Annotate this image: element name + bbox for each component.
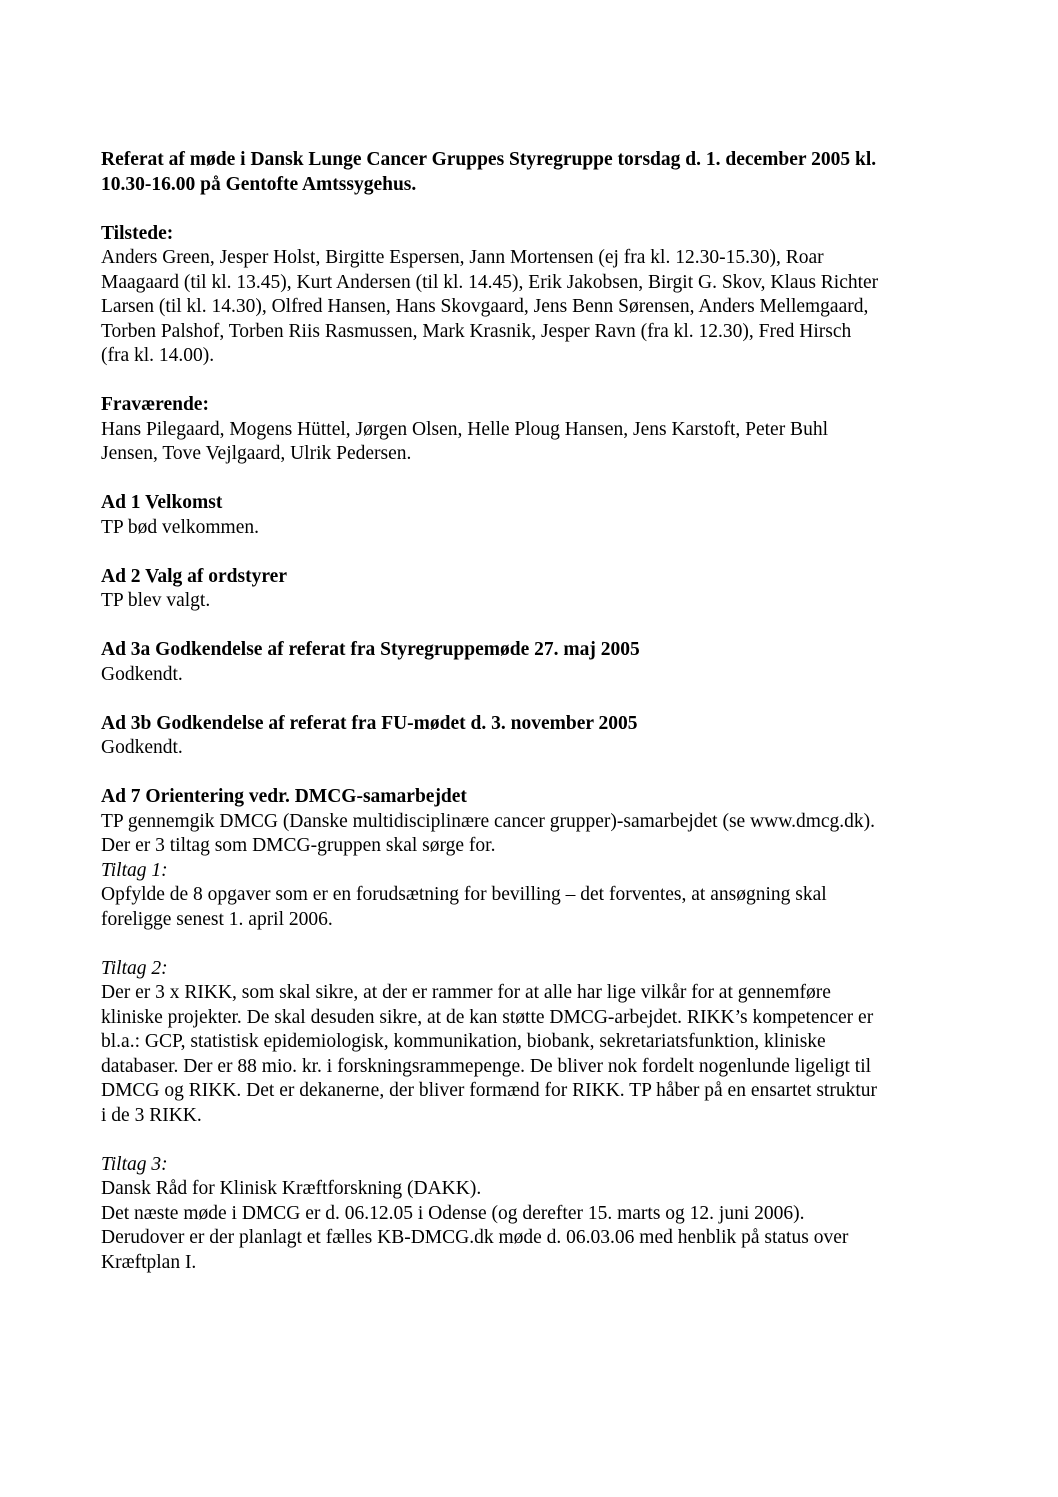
text-line: Hans Pilegaard, Mogens Hüttel, Jørgen Olsen, Helle Ploug Hansen, Jens Karstoft, Peter Buhl — [101, 418, 828, 440]
section-absent — [101, 393, 981, 467]
text-line: Larsen (til kl. 14.30), Olfred Hansen, Hans Skovgaard, Jens Benn Sørensen, Anders Mellemgaard, — [101, 296, 869, 317]
text-line: Anders Green, Jesper Holst, Birgitte Espersen, Jann Mortensen (ej fra kl. 12.30-15.30), Roar — [101, 247, 824, 268]
section-present — [101, 222, 981, 369]
text-line: Det næste møde i DMCG er d. 06.12.05 i Odense (og derefter 15. marts og 12. juni 2006). — [101, 1202, 805, 1224]
text-line: Godkendt. — [101, 663, 183, 685]
text-line: Dansk Råd for Klinisk Kræftforskning (DAKK). — [101, 1178, 482, 1199]
title-line: Referat af møde i Dansk Lunge Cancer Gruppes Styregruppe torsdag d. 1. december 2005 kl. — [101, 149, 877, 170]
text-line: Torben Palshof, Torben Riis Rasmussen, Mark Krasnik, Jesper Ravn (fra kl. 12.30), Fred Hirsch — [101, 320, 852, 342]
section-heading: Ad 7 Orientering vedr. DMCG-samarbejdet — [101, 786, 467, 807]
text-line: Der er 3 x RIKK, som skal sikre, at der er rammer for at alle har lige vilkår for at gennemføre — [101, 982, 831, 1003]
text-line: DMCG og RIKK. Det er dekanerne, der bliver formænd for RIKK. TP håber på en ensartet struktur — [101, 1080, 878, 1101]
section-ad2 — [101, 565, 981, 614]
text-line: foreligge senest 1. april 2006. — [101, 908, 333, 930]
subsection-heading: Tiltag 1: — [101, 859, 168, 881]
section-heading: Tilstede: — [101, 222, 174, 244]
text-line: TP blev valgt. — [101, 590, 211, 611]
text-line: Derudover er der planlagt et fælles KB-DMCG.dk møde d. 06.03.06 med henblik på status over — [101, 1227, 849, 1248]
section-heading: Ad 1 Velkomst — [101, 492, 223, 513]
section-ad3a — [101, 638, 981, 687]
text-line: databaser. Der er 88 mio. kr. i forskningsrammepenge. De bliver nok fordelt nogenlunde ligeligt til — [101, 1055, 872, 1077]
text-line: Der er 3 tiltag som DMCG-gruppen skal sørge for. — [101, 835, 496, 856]
text-line: i de 3 RIKK. — [101, 1104, 202, 1126]
section-heading: Ad 3a Godkendelse af referat fra Styregruppemøde 27. maj 2005 — [101, 639, 640, 660]
tiltag-3 — [101, 1153, 981, 1276]
section-ad7 — [101, 785, 981, 1275]
text-line: TP gennemgik DMCG (Danske multidisciplinære cancer grupper)-samarbejdet (se www.dmcg.dk). — [101, 810, 876, 832]
text-line: Jensen, Tove Vejlgaard, Ulrik Pedersen. — [101, 443, 412, 464]
text-line: (fra kl. 14.00). — [101, 345, 215, 366]
document-page — [101, 148, 981, 1275]
section-ad1 — [101, 491, 981, 540]
text-line: Maagaard (til kl. 13.45), Kurt Andersen (til kl. 14.45), Erik Jakobsen, Birgit G. Skov, Klaus Richter — [101, 271, 879, 293]
subsection-heading: Tiltag 3: — [101, 1153, 168, 1175]
document-title — [101, 148, 981, 197]
text-line: Kræftplan I. — [101, 1251, 197, 1273]
text-line: TP bød velkommen. — [101, 516, 259, 538]
subsection-heading: Tiltag 2: — [101, 957, 168, 979]
title-line: 10.30-16.00 på Gentofte Amtssygehus. — [101, 173, 417, 195]
text-line: Opfylde de 8 opgaver som er en forudsætning for bevilling – det forventes, at ansøgning skal — [101, 884, 827, 905]
tiltag-2 — [101, 957, 981, 1129]
section-heading: Fraværende: — [101, 394, 209, 415]
section-ad3b — [101, 712, 981, 761]
text-line: bl.a.: GCP, statistisk epidemiologisk, kommunikation, biobank, sekretariatsfunktion, kliniske — [101, 1031, 826, 1052]
section-heading: Ad 2 Valg af ordstyrer — [101, 565, 287, 587]
tiltag-1 — [101, 859, 981, 933]
section-heading: Ad 3b Godkendelse af referat fra FU-mødet d. 3. november 2005 — [101, 712, 638, 734]
text-line: Godkendt. — [101, 737, 183, 758]
text-line: kliniske projekter. De skal desuden sikre, at de kan støtte DMCG-arbejdet. RIKK’s kompetencer er — [101, 1006, 874, 1028]
